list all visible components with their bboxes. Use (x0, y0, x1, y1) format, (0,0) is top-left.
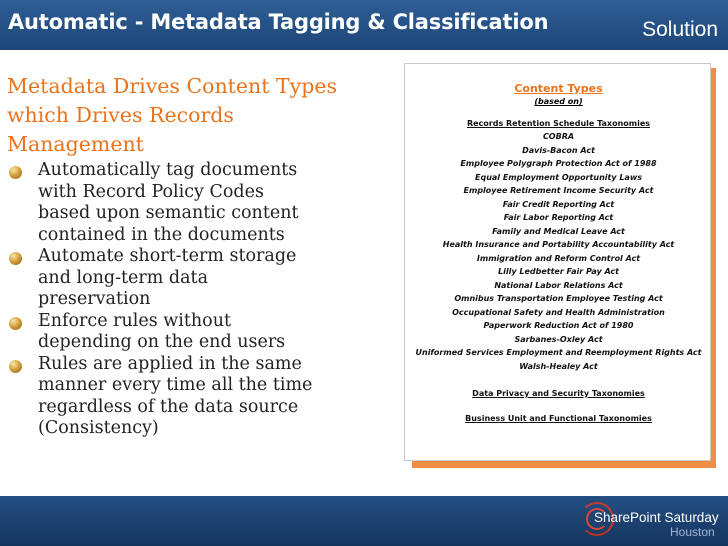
act-item: Davis-Bacon Act (522, 145, 595, 155)
act-item: Walsh-Healey Act (519, 361, 598, 371)
act-item: Immigration and Reform Control Act (476, 253, 641, 263)
act-item: Family and Medical Leave Act (492, 226, 625, 236)
bullet-text: Rules are applied in the same manner every time all the time regardless of the data source (Consistency) (38, 353, 313, 438)
bullet-item (7, 354, 399, 440)
bullet-icon (9, 252, 22, 265)
bullet-text: Automatically tag documents with Record Policy Codes based upon semantic content contained in the documents (38, 160, 299, 245)
act-item: National Labor Relations Act (494, 280, 623, 290)
records-retention-heading: Records Retention Schedule Taxonomies (466, 119, 651, 128)
act-item: Lilly Ledbetter Fair Pay Act (498, 267, 619, 276)
data-privacy-heading: Data Privacy and Security Taxonomies (472, 389, 645, 398)
bullet-text: Enforce rules without depending on the end users (38, 310, 286, 352)
bullet-icon (9, 317, 22, 330)
content-types-subtitle: (based on) (534, 97, 583, 106)
act-item: Uniformed Services Employment and Reemployment Rights Act (415, 348, 702, 357)
acts-list (405, 130, 712, 373)
business-unit-heading: Business Unit and Functional Taxonomies (465, 414, 652, 423)
bullet-icon (9, 360, 22, 373)
bullet-text: Automate short-term storage and long-term data preservation (38, 246, 297, 309)
slide-header (0, 0, 728, 50)
act-item: Fair Labor Reporting Act (503, 213, 614, 222)
logo-text: SharePoint Saturday (594, 510, 719, 525)
content-subtitle: Metadata Drives Content Types which Drives Records Management (7, 74, 338, 156)
bullet-item (7, 311, 399, 354)
bullet-icon (9, 166, 22, 179)
act-item: COBRA (542, 132, 575, 141)
logo-city: Houston (670, 525, 715, 539)
act-item: Fair Credit Reporting Act (502, 199, 615, 209)
act-item: Employee Polygraph Protection Act of 1988 (460, 159, 657, 168)
slide-title: Automatic - Metadata Tagging & Classification (8, 10, 549, 34)
slide-footer (0, 496, 728, 546)
act-item: Omnibus Transportation Employee Testing Act (454, 294, 663, 303)
act-item: Occupational Safety and Health Administration (452, 307, 665, 317)
bullet-list (7, 160, 399, 440)
content-types-panel (404, 63, 711, 461)
act-item: Health Insurance and Portability Accountability Act (442, 240, 675, 249)
act-item: Paperwork Reduction Act of 1980 (483, 321, 634, 330)
bullet-item (7, 246, 399, 311)
left-content (7, 72, 399, 440)
act-item: Employee Retirement Income Security Act (463, 186, 654, 195)
act-item: Equal Employment Opportunity Laws (475, 172, 642, 182)
bullet-item (7, 160, 399, 246)
content-types-title: Content Types (514, 82, 603, 95)
sharepoint-saturday-logo (566, 496, 728, 546)
section-tag: Solution (642, 18, 718, 41)
act-item: Sarbanes-Oxley Act (514, 334, 603, 344)
